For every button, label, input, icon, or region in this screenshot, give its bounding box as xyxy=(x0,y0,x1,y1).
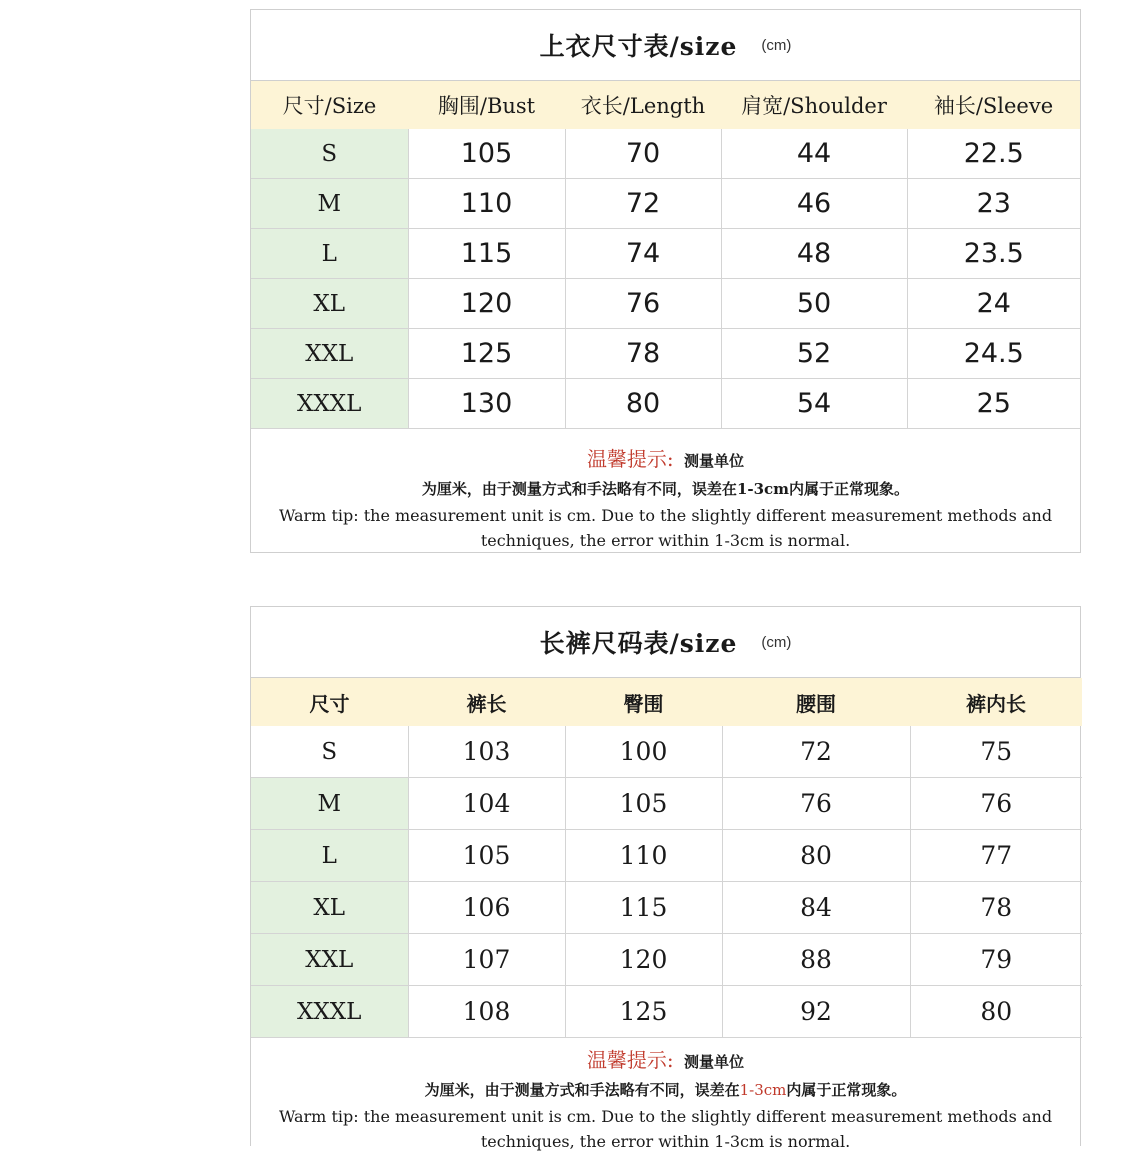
size-cell: L xyxy=(251,830,408,882)
table-row xyxy=(251,882,1082,934)
tip-chinese xyxy=(251,1079,1080,1100)
waist-cell: 92 xyxy=(722,986,910,1038)
header-inseam: 裤内长 xyxy=(910,678,1082,726)
top-chart-title-bar xyxy=(251,10,1080,81)
pants-length-cell: 104 xyxy=(408,778,565,830)
tip-unit-text: 测量单位 xyxy=(684,1053,745,1071)
shoulder-cell: 54 xyxy=(721,379,907,429)
waist-cell: 76 xyxy=(722,778,910,830)
length-cell: 80 xyxy=(565,379,721,429)
tip-english: Warm tip: the measurement unit is cm. Due to the slightly different measurement methods and techniques, the error within 1-3cm is normal. xyxy=(278,506,1053,550)
tip-cn-part-b: 内属于正常现象。 xyxy=(786,1081,907,1099)
waist-cell: 88 xyxy=(722,934,910,986)
top-chart-title: 上衣尺寸表/size xyxy=(539,32,738,61)
length-cell: 74 xyxy=(565,229,721,279)
shoulder-cell: 44 xyxy=(721,129,907,179)
tip-label: 温馨提示: xyxy=(586,447,674,471)
size-cell: S xyxy=(251,129,408,179)
tip-cn-part-a: 为厘米，由于测量方式和手法略有不同，误差在 xyxy=(421,480,737,498)
bottom-chart-title-bar xyxy=(251,607,1080,678)
top-size-chart xyxy=(250,9,1081,553)
bust-cell: 105 xyxy=(408,129,565,179)
hip-cell: 120 xyxy=(565,934,722,986)
size-cell: XL xyxy=(251,279,408,329)
bottom-chart-title: 长裤尺码表/size xyxy=(539,629,738,658)
header-sleeve: 袖长/Sleeve xyxy=(907,81,1080,129)
header-length: 衣长/Length xyxy=(565,81,721,129)
size-cell: S xyxy=(251,726,408,778)
shoulder-cell: 46 xyxy=(721,179,907,229)
tip-cn-part-a: 为厘米，由于测量方式和手法略有不同，误差在 xyxy=(424,1081,740,1099)
tip-unit-text: 测量单位 xyxy=(684,452,745,470)
inseam-cell: 78 xyxy=(910,882,1082,934)
header-pants-length: 裤长 xyxy=(408,678,565,726)
hip-cell: 115 xyxy=(565,882,722,934)
table-row xyxy=(251,279,1080,329)
hip-cell: 110 xyxy=(565,830,722,882)
pants-length-cell: 103 xyxy=(408,726,565,778)
bottom-size-chart xyxy=(250,606,1081,1151)
header-size: 尺寸 xyxy=(251,678,408,726)
table-row xyxy=(251,934,1082,986)
length-cell: 70 xyxy=(565,129,721,179)
sleeve-cell: 24.5 xyxy=(907,329,1080,379)
table-row xyxy=(251,379,1080,429)
header-hip: 臀围 xyxy=(565,678,722,726)
waist-cell: 80 xyxy=(722,830,910,882)
bottom-chart-unit: (cm) xyxy=(761,633,792,651)
top-chart-unit: (cm) xyxy=(761,36,792,54)
size-cell: XL xyxy=(251,882,408,934)
size-cell: L xyxy=(251,229,408,279)
pants-length-cell: 108 xyxy=(408,986,565,1038)
inseam-cell: 80 xyxy=(910,986,1082,1038)
shoulder-cell: 52 xyxy=(721,329,907,379)
top-warm-tip xyxy=(251,429,1080,553)
size-cell: M xyxy=(251,179,408,229)
bottom-size-table xyxy=(251,678,1082,1038)
length-cell: 76 xyxy=(565,279,721,329)
inseam-cell: 75 xyxy=(910,726,1082,778)
tip-label: 温馨提示: xyxy=(586,1048,674,1072)
header-size: 尺寸/Size xyxy=(251,81,408,129)
length-cell: 78 xyxy=(565,329,721,379)
table-row xyxy=(251,179,1080,229)
hip-cell: 105 xyxy=(565,778,722,830)
size-cell: XXXL xyxy=(251,986,408,1038)
length-cell: 72 xyxy=(565,179,721,229)
pants-length-cell: 107 xyxy=(408,934,565,986)
hip-cell: 100 xyxy=(565,726,722,778)
table-row xyxy=(251,986,1082,1038)
inseam-cell: 79 xyxy=(910,934,1082,986)
bust-cell: 115 xyxy=(408,229,565,279)
size-cell: XXL xyxy=(251,934,408,986)
top-header-row xyxy=(251,81,1080,129)
bust-cell: 125 xyxy=(408,329,565,379)
shoulder-cell: 48 xyxy=(721,229,907,279)
pants-length-cell: 106 xyxy=(408,882,565,934)
header-bust: 胸围/Bust xyxy=(408,81,565,129)
table-row xyxy=(251,129,1080,179)
bottom-header-row xyxy=(251,678,1082,726)
sleeve-cell: 23 xyxy=(907,179,1080,229)
table-row xyxy=(251,329,1080,379)
sleeve-cell: 25 xyxy=(907,379,1080,429)
table-row xyxy=(251,726,1082,778)
bust-cell: 120 xyxy=(408,279,565,329)
size-cell: XXXL xyxy=(251,379,408,429)
waist-cell: 72 xyxy=(722,726,910,778)
table-row xyxy=(251,229,1080,279)
bottom-warm-tip xyxy=(251,1038,1080,1154)
waist-cell: 84 xyxy=(722,882,910,934)
pants-length-cell: 105 xyxy=(408,830,565,882)
table-row xyxy=(251,830,1082,882)
table-row xyxy=(251,778,1082,830)
top-size-table xyxy=(251,81,1080,429)
bust-cell: 130 xyxy=(408,379,565,429)
shoulder-cell: 50 xyxy=(721,279,907,329)
bust-cell: 110 xyxy=(408,179,565,229)
tip-cn-range: 1-3cm xyxy=(739,1081,787,1099)
tip-cn-range: 1-3cm xyxy=(736,480,790,498)
hip-cell: 125 xyxy=(565,986,722,1038)
tip-english: Warm tip: the measurement unit is cm. Due to the slightly different measurement methods and techniques, the error within 1-3cm is normal. xyxy=(278,1107,1053,1151)
size-cell: M xyxy=(251,778,408,830)
tip-chinese xyxy=(251,478,1080,499)
sleeve-cell: 23.5 xyxy=(907,229,1080,279)
sleeve-cell: 22.5 xyxy=(907,129,1080,179)
tip-cn-part-b: 内属于正常现象。 xyxy=(789,480,910,498)
inseam-cell: 76 xyxy=(910,778,1082,830)
header-shoulder: 肩宽/Shoulder xyxy=(721,81,907,129)
header-waist: 腰围 xyxy=(722,678,910,726)
sleeve-cell: 24 xyxy=(907,279,1080,329)
size-cell: XXL xyxy=(251,329,408,379)
inseam-cell: 77 xyxy=(910,830,1082,882)
